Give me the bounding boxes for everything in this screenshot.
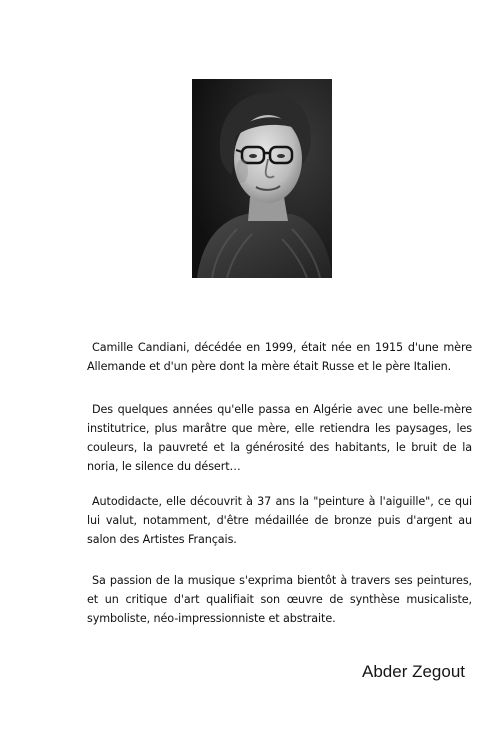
paragraph-biography-origins: Camille Candiani, décédée en 1999, était née en 1915 d'une mère Allemande et d'un père dont la mère était Russe et le père Italien. <box>87 341 472 373</box>
portrait-photo-icon <box>192 79 332 278</box>
paragraph-biography-music: Sa passion de la musique s'exprima bientôt à travers ses peintures, et un critique d'art qualifiait son œuvre de synthèse musicaliste, symboliste, néo-impressionniste et abstraite. <box>87 574 472 625</box>
author-signature: Abder Zegout <box>362 662 466 681</box>
paragraph-biography-art: Autodidacte, elle découvrit à 37 ans la "peinture à l'aiguille", ce qui lui valut, notamment, d'être médaillée de bronze puis d'argent au salon des Artistes Français. <box>87 495 472 546</box>
portrait-photo <box>192 79 332 278</box>
paragraph-biography-algeria: Des quelques années qu'elle passa en Algérie avec une belle-mère institutrice, plus marâtre que mère, elle retiendra les paysages, les couleurs, la pauvreté et la générosité des habitants, le bruit de la noria, le silence du désert… <box>87 403 472 473</box>
